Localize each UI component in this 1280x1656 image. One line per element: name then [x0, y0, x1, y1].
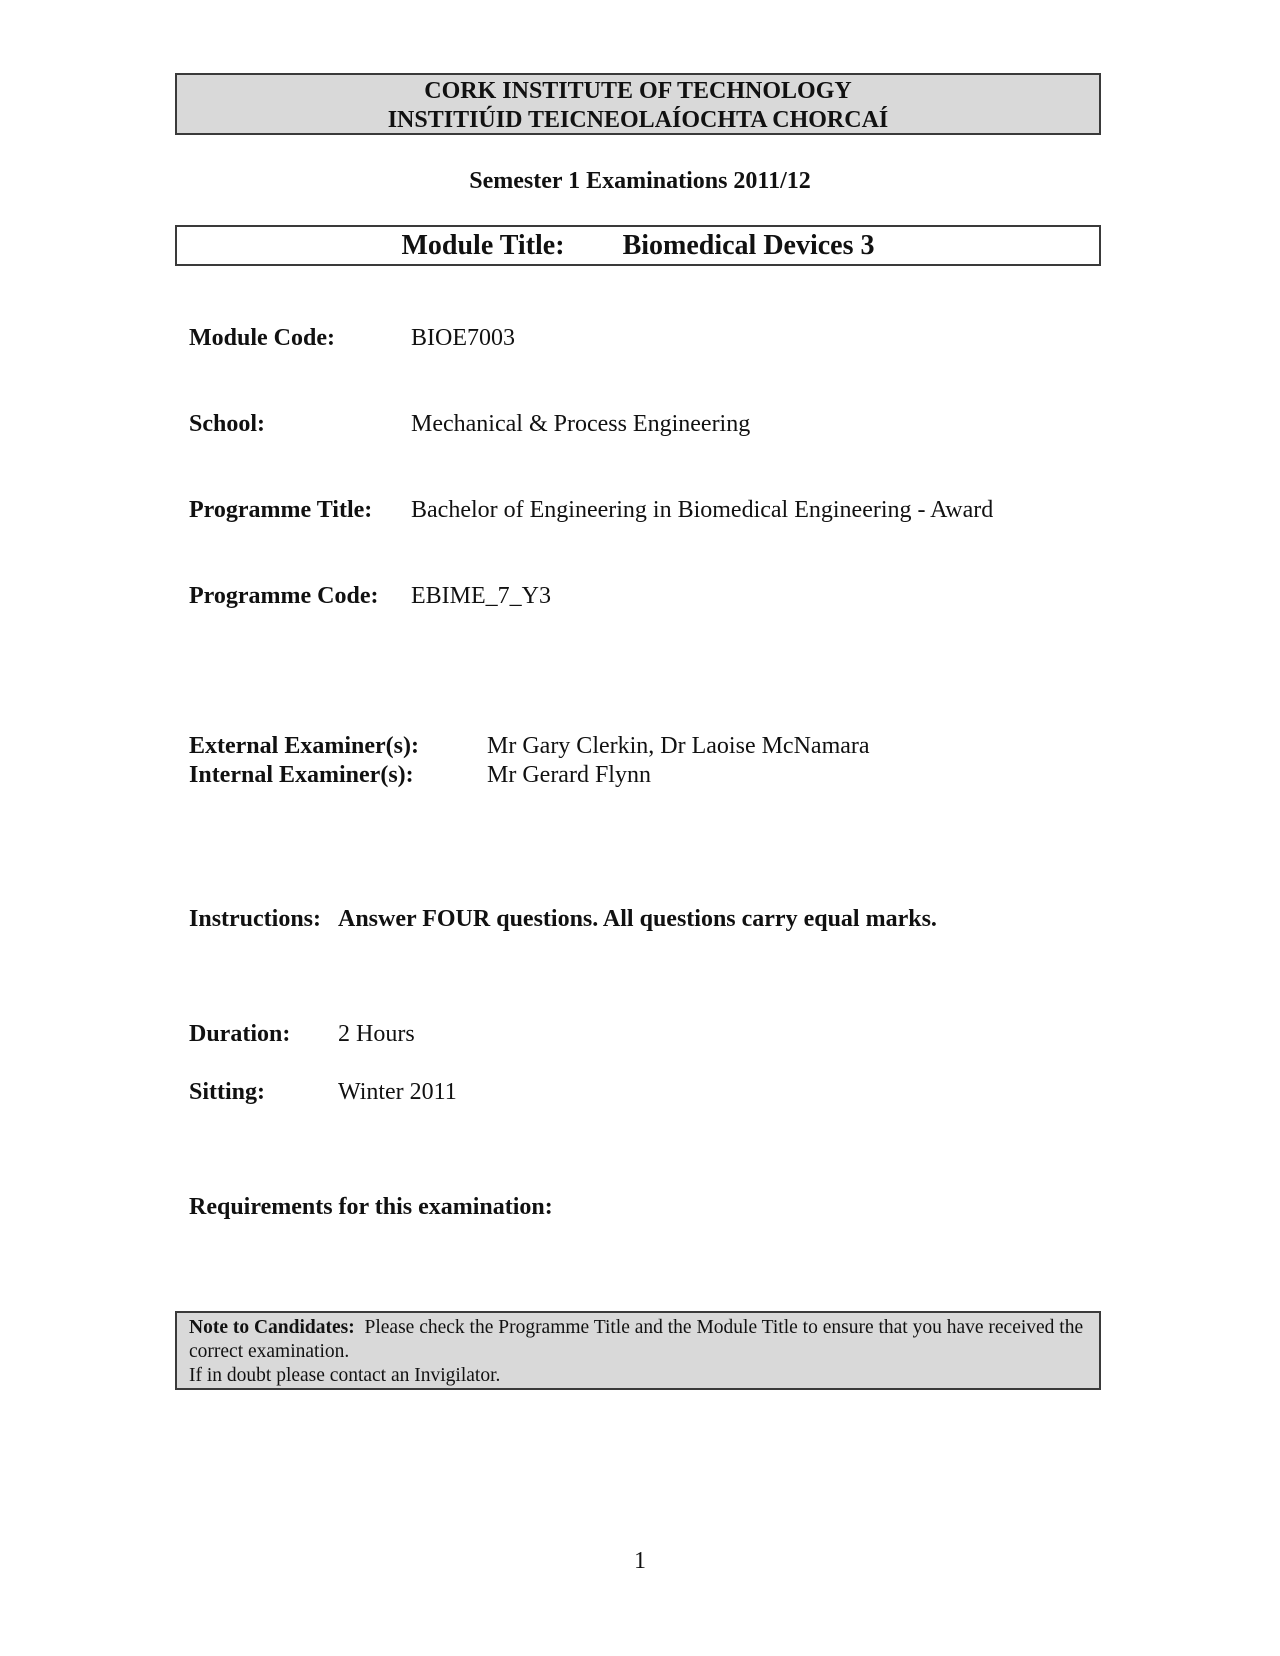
sitting-label: Sitting: [189, 1079, 266, 1105]
instructions-label: Instructions: [189, 906, 322, 932]
module-title-box [175, 225, 1101, 266]
module-code-label: Module Code: [189, 325, 335, 351]
programme-title-value: Bachelor of Engineering in Biomedical Engineering - Award [411, 497, 994, 523]
semester-heading: Semester 1 Examinations 2011/12 [469, 168, 811, 194]
external-examiners-value: Mr Gary Clerkin, Dr Laoise McNamara [487, 733, 870, 759]
instructions-text: Answer FOUR questions. All questions carry equal marks. [338, 906, 937, 932]
school-label: School: [189, 411, 266, 437]
institution-header [175, 73, 1101, 135]
note-text: Please check the Programme Title and the Module Title to ensure that you have received the correct examination. [189, 1317, 1084, 1362]
school-value: Mechanical & Process Engineering [411, 411, 751, 437]
institution-name-irish: INSTITIÚID TEICNEOLAÍOCHTA CHORCAÍ [387, 107, 889, 133]
internal-examiners-label: Internal Examiner(s): [189, 762, 414, 788]
programme-code-label: Programme Code: [189, 583, 379, 609]
note-text-invigilator: If in doubt please contact an Invigilator. [189, 1365, 501, 1386]
page-number: 1 [634, 1548, 646, 1574]
note-to-candidates-box [175, 1311, 1101, 1390]
module-title-value: Biomedical Devices 3 [622, 230, 875, 261]
module-title-label: Module Title: [401, 230, 565, 261]
duration-label: Duration: [189, 1021, 291, 1047]
requirements-label: Requirements for this examination: [189, 1194, 553, 1220]
module-code-value: BIOE7003 [411, 325, 515, 351]
programme-code-value: EBIME_7_Y3 [411, 583, 551, 609]
duration-value: 2 Hours [338, 1021, 415, 1047]
sitting-value: Winter 2011 [338, 1079, 457, 1105]
note-label: Note to Candidates: [189, 1317, 355, 1338]
internal-examiners-value: Mr Gerard Flynn [487, 762, 651, 788]
external-examiners-label: External Examiner(s): [189, 733, 419, 759]
institution-name-english: CORK INSTITUTE OF TECHNOLOGY [424, 78, 852, 104]
programme-title-label: Programme Title: [189, 497, 373, 523]
